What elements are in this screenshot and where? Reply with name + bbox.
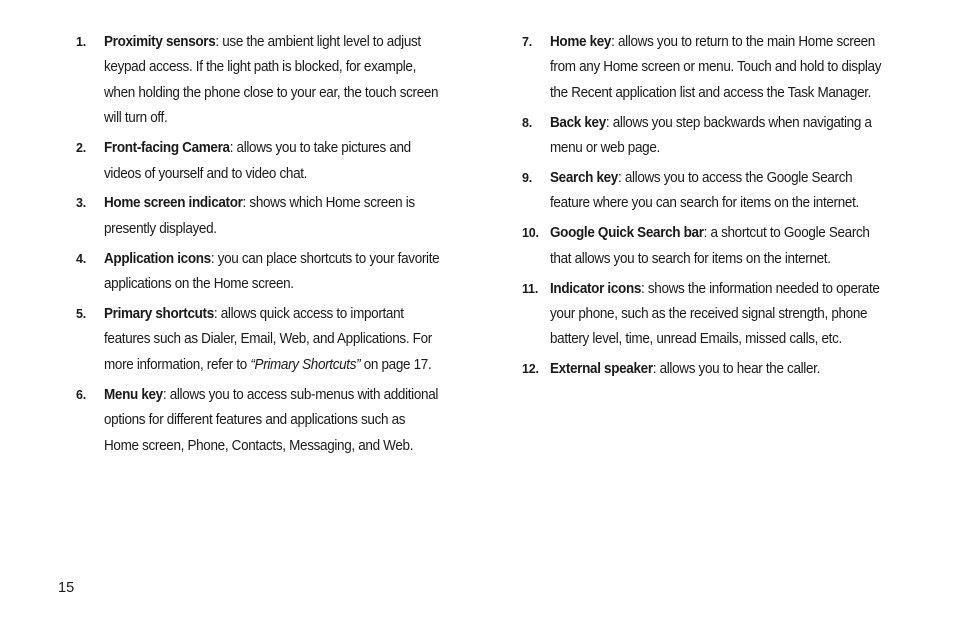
list-item-7	[522, 30, 918, 106]
item-number: 12.	[522, 362, 539, 377]
item-number: 6.	[76, 387, 87, 402]
item-number: 3.	[76, 196, 87, 211]
list-item-10	[522, 221, 918, 272]
item-text	[104, 247, 443, 298]
list-item-6	[76, 383, 468, 459]
list-item-2	[76, 136, 468, 187]
item-number: 11.	[522, 281, 539, 296]
item-term: Menu key	[104, 386, 163, 403]
item-text	[104, 136, 443, 187]
item-description: : allows you to access the Google Search feature where you can search for items on the internet.	[550, 170, 859, 212]
item-description: : a shortcut to Google Search that allows you to search for items on the internet.	[550, 225, 870, 267]
item-text	[104, 30, 443, 132]
item-term: Indicator icons	[550, 280, 642, 297]
item-text	[550, 277, 892, 353]
item-text	[550, 221, 892, 272]
item-description: : you can place shortcuts to your favorite applications on the Home screen.	[104, 250, 440, 293]
item-text	[550, 166, 892, 217]
item-text	[104, 383, 443, 459]
item-text	[104, 191, 443, 242]
list-item-3	[76, 191, 468, 242]
item-description: : allows you to hear the caller.	[652, 361, 820, 378]
list-item-8	[522, 111, 918, 162]
item-description: : shows which Home screen is presently displayed.	[104, 195, 415, 237]
item-description: : allows you to access sub-menus with additional options for different features and applications such as Home screen, Phone, Contacts, Messaging, and Web.	[104, 386, 439, 454]
item-description: : allows you to return to the main Home screen from any Home screen or menu. Touch and hold to display the Recent application list and access the Task Manager.	[550, 34, 882, 101]
item-description: : shows the information needed to operate your phone, such as the received signal strength, phone battery level, time, unread Emails, missed calls, etc.	[550, 280, 880, 348]
item-number: 9.	[522, 171, 533, 186]
item-term: Primary shortcuts	[104, 306, 214, 323]
item-description: : allows you to take pictures and videos of yourself and to video chat.	[104, 140, 411, 182]
item-text	[104, 302, 443, 378]
item-term: Home key	[550, 34, 612, 50]
item-text	[550, 357, 892, 382]
right-column	[522, 30, 918, 387]
item-term: Application icons	[104, 250, 211, 267]
item-term: External speaker	[550, 361, 653, 378]
item-term: Back key	[550, 114, 606, 131]
list-item-5	[76, 302, 468, 378]
item-term: Front-facing Camera	[104, 140, 230, 157]
item-text	[550, 111, 892, 162]
left-column	[76, 30, 468, 464]
item-description: : allows quick access to important features such as Dialer, Email, Web, and Applications. For more information, refer to	[104, 306, 432, 373]
item-number: 1.	[76, 35, 87, 49]
item-number: 7.	[522, 35, 533, 49]
item-description: : allows you step backwards when navigating a menu or web page.	[550, 114, 872, 157]
item-number: 2.	[76, 141, 87, 156]
list-item-11	[522, 277, 918, 353]
item-number: 8.	[522, 115, 533, 130]
item-number: 5.	[76, 307, 87, 322]
page-number: 15	[58, 580, 75, 596]
item-number: 10.	[522, 226, 539, 241]
list-item-4	[76, 247, 468, 298]
list-item-12	[522, 357, 918, 382]
item-term: Proximity sensors	[104, 34, 216, 50]
list-item-1	[76, 30, 468, 132]
cross-reference-link[interactable]: “Primary Shortcuts”	[250, 356, 361, 373]
item-number: 4.	[76, 251, 87, 266]
item-term: Google Quick Search bar	[550, 225, 704, 242]
item-description: : use the ambient light level to adjust keypad access. If the light path is blocked, for example, when holding the phone close to your ear, the touch screen will turn off.	[104, 34, 439, 127]
item-text	[550, 30, 892, 106]
list-item-9	[522, 166, 918, 217]
item-term: Search key	[550, 170, 618, 187]
item-description-after: on page 17.	[360, 356, 432, 373]
item-term: Home screen indicator	[104, 195, 243, 212]
